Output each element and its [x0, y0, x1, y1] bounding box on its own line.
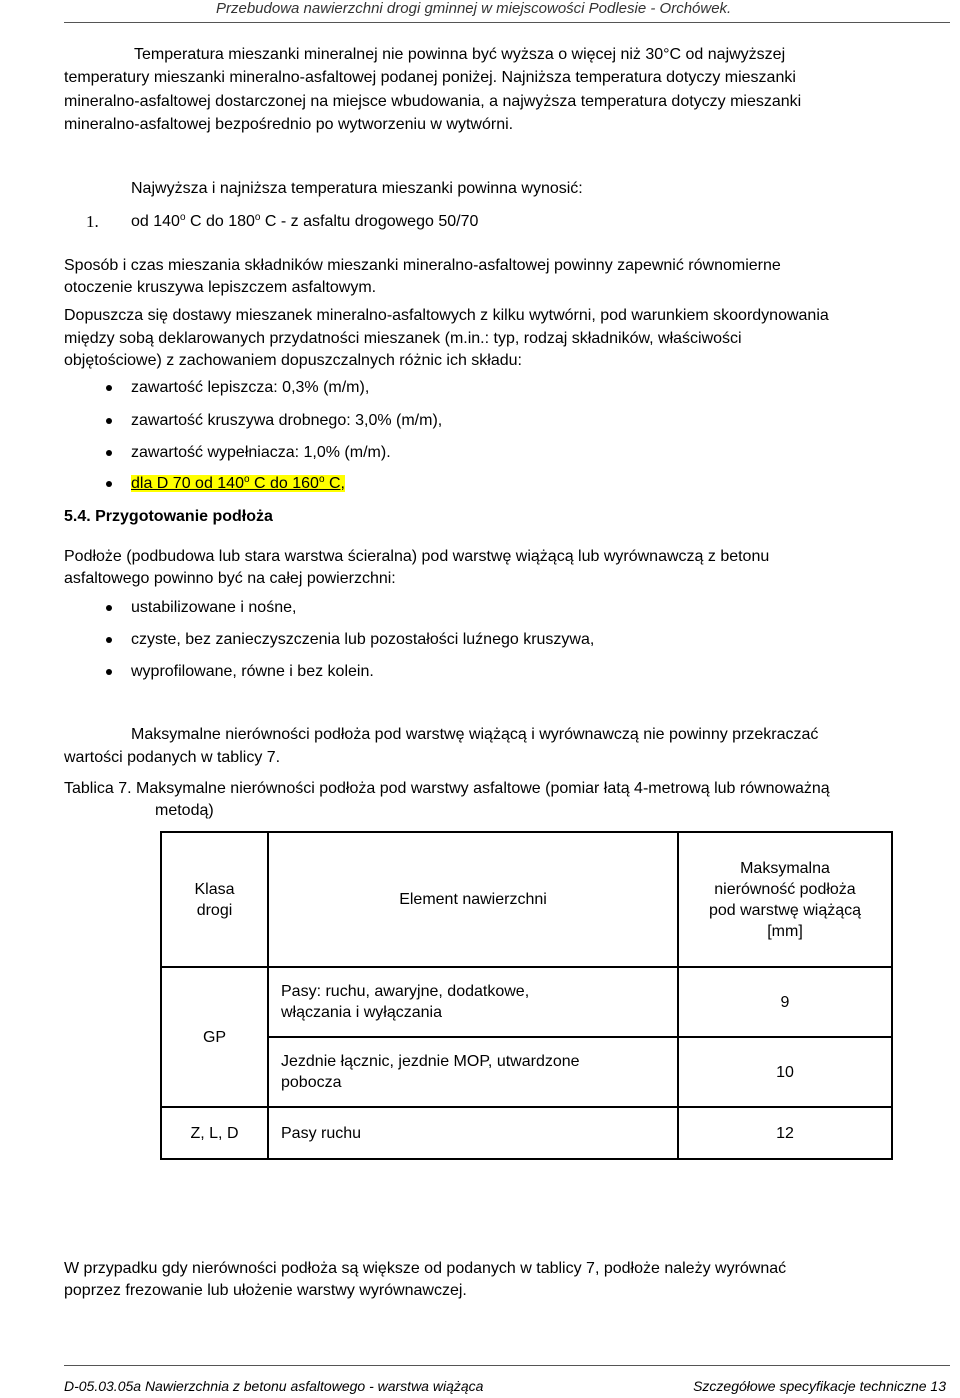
bullet-dot	[106, 385, 112, 391]
list-item: ustabilizowane i nośne,	[131, 599, 297, 616]
bullet-dot	[106, 450, 112, 456]
bullet-dot	[106, 418, 112, 424]
cell-class: Z, L, D	[161, 1107, 268, 1159]
header-rule	[64, 22, 950, 23]
highlighted-list-item: dla D 70 od 140$^o$ C do 160$^o$ C,	[131, 474, 345, 492]
para1-line1: Temperatura mieszanki mineralnej nie powinna być wyższa o więcej niż 30°C od najwyższej	[134, 46, 786, 63]
section-heading: 5.4. Przygotowanie podłoża	[64, 508, 273, 525]
para4-line1: Podłoże (podbudowa lub stara warstwa ścieralna) pod warstwę wiążącą lub wyrównawczą z betonu	[64, 548, 770, 565]
footer-left: D-05.03.05a Nawierzchnia z betonu asfaltowego - warstwa wiążąca	[64, 1378, 484, 1394]
temperature-item	[86, 211, 479, 234]
para6-line1: W przypadku gdy nierówności podłoża są większe od podanych w tablicy 7, podłoże należy wyrównać	[64, 1260, 787, 1277]
list-item: zawartość lepiszcza: 0,3% (m/m),	[131, 379, 370, 396]
cell-value: 9	[678, 967, 892, 1037]
para5-line2: wartości podanych w tablicy 7.	[64, 749, 281, 766]
para2-line2: otoczenie kruszywa lepiszczem asfaltowym.	[64, 279, 377, 296]
footer-rule	[64, 1365, 950, 1366]
para2-line1: Sposób i czas mieszania składników mieszanki mineralno-asfaltowej powinny zapewnić równomierne	[64, 257, 781, 274]
list-item: wyprofilowane, równe i bez kolein.	[131, 663, 374, 680]
para4-line2: asfaltowego powinno być na całej powierzchni:	[64, 570, 396, 587]
para5-line1: Maksymalne nierówności podłoża pod warstwę wiążącą i wyrównawczą nie powinny przekraczać	[131, 726, 819, 743]
bullet-dot	[106, 605, 112, 611]
para3-line3: objętościowe) z zachowaniem dopuszczalnych różnic ich składu:	[64, 352, 522, 369]
header-title: Przebudowa nawierzchni drogi gminnej w miejscowości Podlesie - Orchówek.	[216, 0, 732, 17]
cell-value: 12	[678, 1107, 892, 1159]
bullet-dot	[106, 637, 112, 643]
table-row	[161, 967, 892, 1037]
temperature-intro: Najwyższa i najniższa temperatura mieszanki powinna wynosić:	[131, 180, 583, 197]
bullet-dot	[106, 481, 112, 487]
list-item: zawartość kruszywa drobnego: 3,0% (m/m),	[131, 412, 443, 429]
header-cell-element: Element nawierzchni	[268, 832, 678, 967]
bullet-dot	[106, 669, 112, 675]
footer-right: Szczegółowe specyfikacje techniczne 13	[693, 1378, 946, 1394]
header-cell-class: Klasa drogi	[161, 832, 268, 967]
table-header-row	[161, 832, 892, 967]
list-number: 1.	[86, 212, 99, 231]
page-header	[0, 0, 960, 22]
para3-line2: między sobą deklarowanych przydatności mieszanek (m.in.: typ, rodzaj składników, właściwości	[64, 330, 742, 347]
roughness-table	[160, 831, 893, 1160]
cell-element: Pasy ruchu	[268, 1107, 678, 1159]
cell-element: Jezdnie łącznic, jezdnie MOP, utwardzone pobocza	[268, 1037, 678, 1107]
para3-line1: Dopuszcza się dostawy mieszanek mineralno-asfaltowych z kilku wytwórni, pod warunkiem skoordynowania	[64, 307, 829, 324]
cell-value: 10	[678, 1037, 892, 1107]
table-caption-line1: Tablica 7. Maksymalne nierówności podłoża pod warstwy asfaltowe (pomiar łatą 4-metrową lub równoważną	[64, 780, 830, 797]
table-row	[161, 1037, 892, 1107]
list-item: czyste, bez zanieczyszczenia lub pozostałości luźnego kruszywa,	[131, 631, 595, 648]
cell-element: Pasy: ruchu, awaryjne, dodatkowe, włączania i wyłączania	[268, 967, 678, 1037]
para1-line4: mineralno-asfaltowej bezpośrednio po wytworzeniu w wytwórni.	[64, 116, 514, 133]
para1-line2: temperatury mieszanki mineralno-asfaltowej podanej poniżej. Najniższa temperatura dotyczy mieszanki	[64, 69, 796, 86]
header-cell-max: Maksymalna nierówność podłoża pod warstwę wiążącą [mm]	[678, 832, 892, 967]
list-item: zawartość wypełniacza: 1,0% (m/m).	[131, 444, 391, 461]
table-caption-line2: metodą)	[155, 802, 214, 819]
table-row	[161, 1107, 892, 1159]
temperature-item-text: od 140$^o$ C do 180$^o$ C - z asfaltu drogowego 50/70	[131, 212, 479, 230]
para1-line3: mineralno-asfaltowej dostarczonej na miejsce wbudowania, a najwyższa temperatura dotyczy mieszanki	[64, 93, 802, 110]
para6-line2: poprzez frezowanie lub ułożenie warstwy wyrównawczej.	[64, 1282, 467, 1299]
cell-class-gp: GP	[161, 967, 268, 1107]
